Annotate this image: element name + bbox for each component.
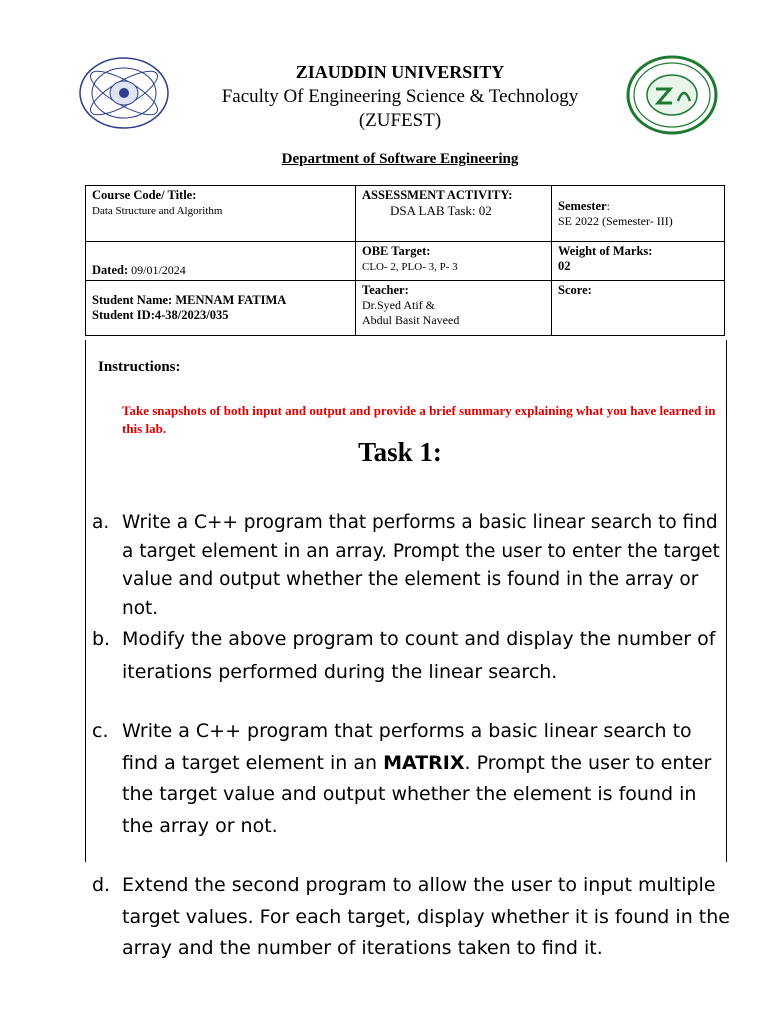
faculty-abbreviation: (ZUFEST) — [358, 110, 442, 131]
dated-cell — [86, 242, 356, 281]
university-name: ZIAUDDIN UNIVERSITY — [295, 62, 505, 82]
weight-cell — [552, 242, 725, 281]
instructions-heading: Instructions: — [98, 359, 181, 375]
score-cell — [552, 281, 725, 336]
task-title: Task 1: — [358, 437, 442, 467]
course-label: Course Code/ Title: — [92, 188, 197, 202]
course-info-table — [85, 185, 725, 336]
task-item-c — [92, 716, 732, 842]
obe-cell — [356, 242, 552, 281]
semester-colon: : — [606, 198, 610, 213]
weight-label: Weight of Marks: — [558, 244, 653, 258]
course-cell — [86, 186, 356, 242]
dated-label: Dated: — [92, 263, 129, 277]
activity-value: DSA LAB Task: 02 — [390, 203, 492, 218]
student-cell — [86, 281, 356, 336]
task-item-marker: a. — [92, 512, 110, 533]
task-item-text-after: . Prompt the user to enter the target value and output whether the element is found in the array or not. — [122, 751, 712, 837]
activity-label: ASSESSMENT ACTIVITY: — [362, 188, 513, 202]
teacher-line-2: Abdul Basit Naveed — [362, 313, 460, 327]
student-name: Student Name: MENNAM FATIMA — [92, 293, 287, 307]
teacher-cell — [356, 281, 552, 336]
course-value: Data Structure and Algorithm — [92, 205, 223, 217]
task-item-text: Write a C++ program that performs a basic linear search to find a target element in an array. Prompt the user to enter the target value and output whether the element is found in the array or not. — [122, 512, 720, 619]
obe-value: CLO- 2, PLO- 3, P- 3 — [362, 261, 458, 273]
faculty-name: Faculty Of Engineering Science & Technology — [221, 86, 579, 107]
task-item-marker: c. — [92, 720, 109, 742]
task-item-text: Extend the second program to allow the user to input multiple target values. For each target, display whether it is found in the array and the number of iterations taken to find it. — [122, 874, 730, 959]
task-item-text-before: Write a C++ program that performs a basic linear search to find a target element in an — [122, 720, 692, 774]
task-item-a — [92, 509, 732, 623]
task-item-text: Modify the above program to count and display the number of iterations performed during the linear search. — [122, 628, 716, 683]
task-item-marker: b. — [92, 628, 111, 650]
semester-cell — [552, 186, 725, 242]
weight-value: 02 — [558, 259, 571, 273]
activity-cell — [356, 186, 552, 242]
score-label: Score: — [558, 283, 592, 297]
student-id: Student ID:4-38/2023/035 — [92, 308, 229, 322]
semester-label: Semester — [558, 198, 607, 213]
teacher-line-1: Dr.Syed Atif & — [362, 298, 436, 312]
obe-label: OBE Target: — [362, 244, 431, 258]
instructions-text: Take snapshots of both input and output and provide a brief summary explaining what you have learned in this lab. — [122, 403, 716, 436]
task-item-text — [122, 716, 732, 842]
task-item-emphasis: MATRIX — [383, 751, 465, 774]
teacher-label: Teacher: — [362, 283, 409, 297]
department-name: Department of Software Engineering — [281, 151, 519, 167]
dated-value: 09/01/2024 — [131, 263, 186, 277]
semester-value: SE 2022 (Semester- III) — [558, 213, 673, 228]
task-item-marker: d. — [92, 874, 111, 896]
task-item-d — [92, 870, 732, 965]
task-item-b — [92, 623, 732, 688]
